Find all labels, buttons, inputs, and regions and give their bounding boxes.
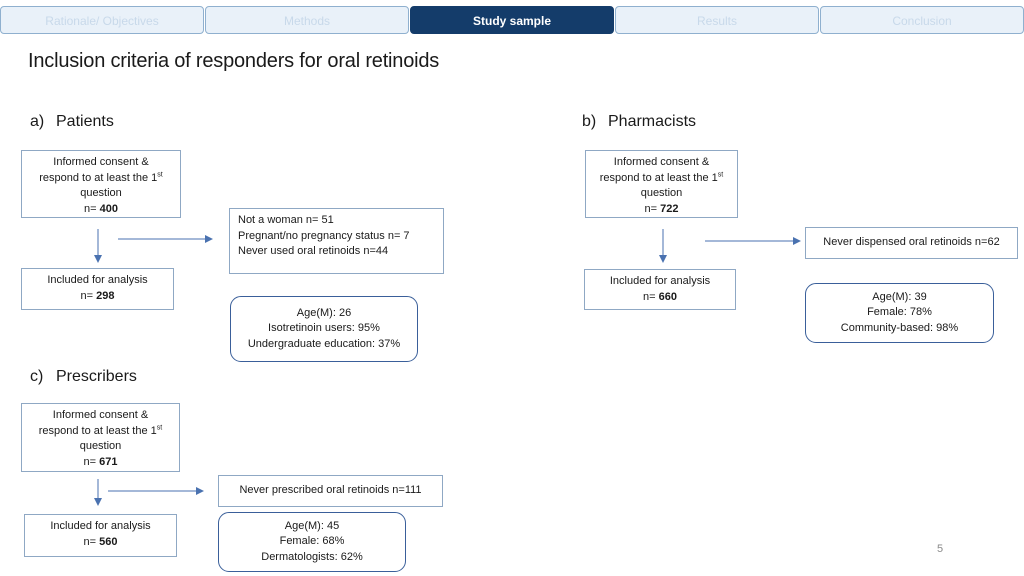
stat-line: Undergraduate education: 37% — [247, 337, 401, 350]
stat-line: Age(M): 45 — [284, 519, 340, 532]
patients-stats-box — [230, 296, 418, 362]
section-label: Pharmacists — [608, 113, 697, 130]
included-label: Included for analysis — [50, 520, 151, 532]
tab-results[interactable]: Results — [615, 6, 819, 34]
prescribers-consent-box — [21, 403, 180, 472]
section-label: Prescribers — [56, 368, 137, 385]
stat-line: Community-based: 98% — [840, 321, 959, 334]
page-title: Inclusion criteria of responders for oral retinoids — [28, 50, 440, 72]
exclusion-item: Never dispensed oral retinoids n=62 — [823, 236, 1000, 249]
pharmacists-exclusion-box — [805, 227, 1018, 259]
section-heading-patients — [30, 113, 114, 131]
stat-line: Age(M): 39 — [872, 290, 927, 303]
n-total: n= 400 — [84, 202, 118, 215]
n-included: n= 560 — [83, 535, 118, 548]
included-label: Included for analysis — [47, 274, 148, 286]
n-included: n= 660 — [643, 290, 677, 303]
stat-line: Female: 68% — [279, 535, 345, 548]
section-label: Patients — [56, 113, 114, 130]
consent-line: respond to at least the 1st — [599, 170, 724, 184]
consent-line: Informed consent & — [613, 156, 710, 168]
patients-exclusion-box — [229, 208, 444, 274]
consent-line: respond to at least the 1st — [39, 170, 163, 184]
patients-consent-box — [21, 150, 181, 218]
consent-line: Informed consent & — [52, 409, 149, 421]
stat-line: Female: 78% — [867, 306, 932, 319]
patients-included-box — [21, 268, 174, 310]
n-total: n= 671 — [83, 455, 118, 468]
prescribers-exclusion-box — [218, 475, 443, 507]
pharmacists-consent-box — [585, 150, 738, 218]
n-included: n= 298 — [80, 289, 115, 302]
n-total: n= 722 — [644, 202, 679, 215]
exclusion-item: Never used oral retinoids n=44 — [238, 245, 389, 257]
section-letter: c) — [30, 368, 44, 385]
prescribers-stats-box — [218, 512, 406, 572]
section-letter: b) — [582, 113, 597, 130]
pharmacists-included-box — [584, 269, 736, 310]
tab-methods[interactable]: Methods — [205, 6, 409, 34]
tab-conclusion[interactable]: Conclusion — [820, 6, 1024, 34]
section-letter: a) — [30, 113, 45, 130]
tab-rationale-objectives[interactable]: Rationale/ Objectives — [0, 6, 204, 34]
page-number: 5 — [937, 543, 944, 555]
exclusion-item: Never prescribed oral retinoids n=111 — [239, 484, 422, 497]
tab-study-sample[interactable]: Study sample — [410, 6, 614, 34]
included-label: Included for analysis — [609, 275, 711, 287]
exclusion-item: Not a woman n= 51 — [238, 214, 334, 226]
consent-line: question — [79, 440, 122, 452]
stat-line: Dermatologists: 62% — [261, 550, 363, 563]
prescribers-included-box — [24, 514, 177, 557]
stat-line: Age(M): 26 — [296, 306, 352, 319]
consent-line: Informed consent & — [53, 156, 149, 168]
consent-line: question — [80, 187, 122, 199]
section-heading-pharmacists — [582, 113, 696, 131]
consent-line: question — [640, 187, 683, 199]
section-heading-prescribers — [30, 368, 137, 386]
exclusion-item: Pregnant/no pregnancy status n= 7 — [238, 229, 410, 242]
pharmacists-stats-box — [805, 283, 994, 343]
consent-line: respond to at least the 1st — [38, 423, 163, 437]
stat-line: Isotretinoin users: 95% — [268, 322, 380, 335]
